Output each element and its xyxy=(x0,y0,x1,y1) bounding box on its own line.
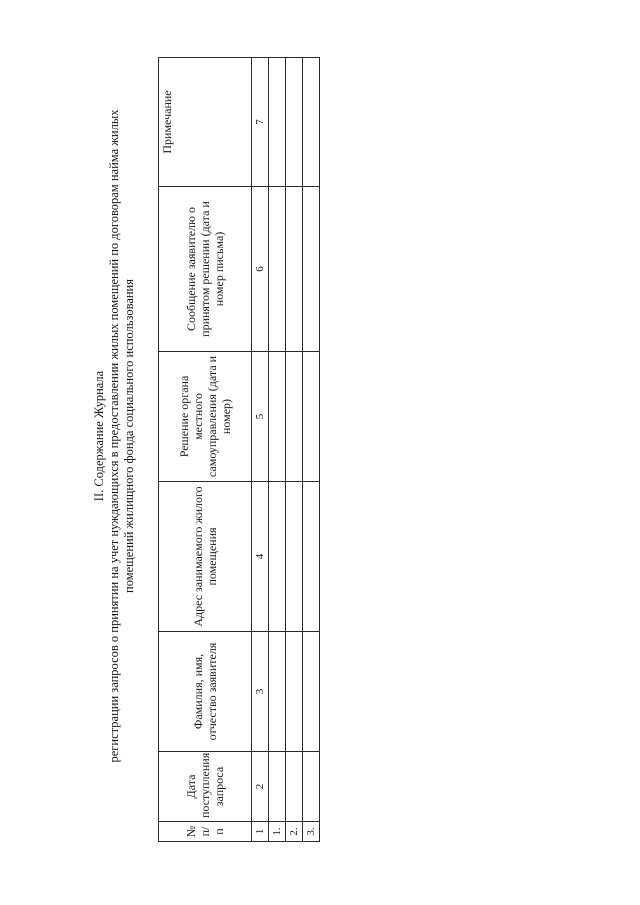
table-cell xyxy=(286,352,303,482)
table-cell xyxy=(303,752,320,822)
heading-line-2: регистрации запросов о принятии на учет нуждающихся в предоставлении жилых помещений по договорам найма жилых xyxy=(107,109,121,763)
col-header-note: Примечание xyxy=(159,58,252,187)
col-number: 7 xyxy=(252,58,269,187)
heading-title: II. Содержание Журнала xyxy=(92,370,106,502)
col-number: 4 xyxy=(252,482,269,632)
row-number: 3. xyxy=(303,822,320,842)
table-cell xyxy=(269,352,286,482)
table-cell xyxy=(303,482,320,632)
col-header-decision: Решение органа местного самоуправления (дата и номер) xyxy=(159,352,252,482)
page-content xyxy=(92,30,317,842)
table-cell xyxy=(303,352,320,482)
table-cell xyxy=(286,482,303,632)
col-number: 1 xyxy=(252,822,269,842)
table-cell xyxy=(303,632,320,752)
header-row xyxy=(159,58,252,842)
table-cell xyxy=(303,58,320,187)
col-number: 5 xyxy=(252,352,269,482)
table-cell xyxy=(269,482,286,632)
table-cell xyxy=(303,187,320,352)
heading-line-3: помещений жилищного фонда социального использования xyxy=(122,279,136,593)
col-header-notification: Сообщение заявителю о принятом решении (дата и номер письма) xyxy=(159,187,252,352)
col-header-date: Дата поступления запроса xyxy=(159,752,252,822)
table-cell xyxy=(286,187,303,352)
column-number-row xyxy=(252,58,269,842)
col-number: 6 xyxy=(252,187,269,352)
table-cell xyxy=(286,58,303,187)
journal-table xyxy=(158,57,320,842)
table-row xyxy=(303,58,320,842)
row-number: 2. xyxy=(286,822,303,842)
table-cell xyxy=(286,632,303,752)
table-cell xyxy=(269,58,286,187)
col-header-number: № п/п xyxy=(159,822,252,842)
table-cell xyxy=(286,752,303,822)
table-row xyxy=(286,58,303,842)
col-header-address: Адрес занимаемого жилого помещения xyxy=(159,482,252,632)
row-number: 1. xyxy=(269,822,286,842)
col-number: 3 xyxy=(252,632,269,752)
journal-heading xyxy=(92,30,137,842)
col-number: 2 xyxy=(252,752,269,822)
table-row xyxy=(269,58,286,842)
rotated-page xyxy=(92,30,317,842)
table-cell xyxy=(269,187,286,352)
table-cell xyxy=(269,632,286,752)
table-cell xyxy=(269,752,286,822)
col-header-name: Фамилия, имя, отчество заявителя xyxy=(159,632,252,752)
